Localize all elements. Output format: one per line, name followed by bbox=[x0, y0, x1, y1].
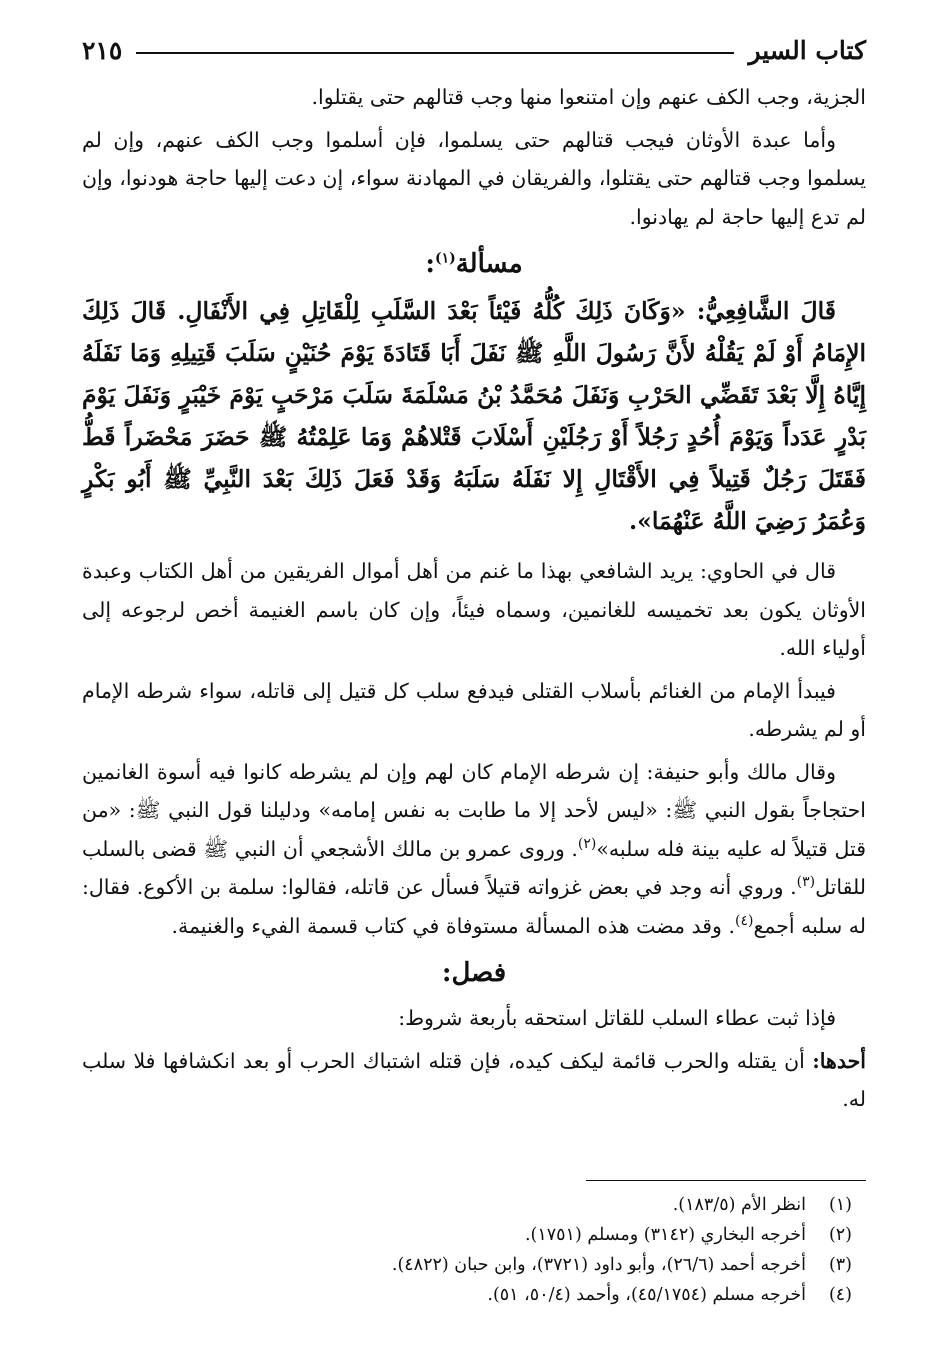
paragraph-malik-part-a: وقال مالك وأبو حنيفة: إن شرطه الإمام كان لهم وإن لم يشرطه كانوا فيه أسوة الغانمين احتجاجاً بقول النبي ﷺ: «ليس لأحد إلا ما طابت به نفس إمامه» ودليلنا قول النبي ﷺ: «من قتل قتيلاً له عليه بينة فله سلبه» bbox=[82, 759, 866, 861]
paragraph-first-condition bbox=[82, 1042, 866, 1119]
paragraph-malik-part-d: . وقد مضت هذه المسألة مستوفاة في كتاب قسمة الفيء والغنيمة. bbox=[171, 913, 735, 938]
section-heading: فصل: bbox=[441, 958, 507, 988]
footnote-rule bbox=[586, 1180, 866, 1181]
issue-heading-colon: : bbox=[425, 249, 435, 279]
footnote-text: أخرجه مسلم (٤٥/١٧٥٤)، وأحمد (٥٠/٤، ٥١). bbox=[487, 1285, 806, 1305]
footnote-number: (٤) bbox=[828, 1285, 852, 1305]
footnote bbox=[82, 1250, 852, 1280]
footnote bbox=[82, 1280, 852, 1310]
paragraph-malik-part-b: . وروى عمرو بن مالك الأشجعي أن النبي ﷺ قضى بالسلب للقاتل bbox=[82, 836, 866, 899]
footnote bbox=[82, 1220, 852, 1250]
page-body bbox=[82, 78, 866, 1123]
footnote-ref-3: (٣) bbox=[796, 874, 816, 891]
footnote-number: (٢) bbox=[828, 1225, 852, 1245]
header-rule bbox=[136, 52, 734, 54]
footnote-number: (١) bbox=[828, 1195, 852, 1215]
footnotes bbox=[82, 1190, 852, 1310]
paragraph-imam-begins: فيبدأ الإمام من الغنائم بأسلاب القتلى فيدفع سلب كل قتيل إلى قاتله، سواء شرطه الإمام أو لم يشرطه. bbox=[82, 678, 866, 741]
issue-heading bbox=[82, 242, 866, 286]
footnote bbox=[82, 1190, 852, 1220]
paragraph-jizya: الجزية، وجب الكف عنهم وإن امتنعوا منها وجب قتالهم حتى يقتلوا. bbox=[311, 85, 866, 109]
paragraph-four-conditions: فإذا ثبت عطاء السلب للقاتل استحقه بأربعة شروط: bbox=[398, 1006, 836, 1030]
issue-heading-text: مسألة bbox=[455, 249, 523, 279]
chapter-title: كتاب السير bbox=[748, 35, 866, 65]
footnote-text: أخرجه أحمد (٢٦/٦)، وأبو داود (٣٧٢١)، وابن حبان (٤٨٢٢). bbox=[391, 1255, 806, 1275]
paragraph-malik-part-c: . وروي أنه وجد في بعض غزواته قتيلاً فسأل عن قاتله، فقالوا: سلمة بن الأكوع. فقال: له سلبه أجمع bbox=[82, 875, 866, 938]
paragraph-malik-abu-hanifa bbox=[82, 753, 866, 946]
first-condition-text: أن يقتله والحرب قائمة ليكف كيده، فإن قتله اشتباك الحرب أو بعد انكشافها فلا سلب له. bbox=[82, 1048, 866, 1111]
footnote-ref-2: (٢) bbox=[577, 835, 597, 852]
shafii-quote: قَالَ الشَّافِعِيُّ: «وَكَانَ ذَلِكَ كُلُّهُ فَيْئاً بَعْدَ السَّلَبِ لِلْقَاتِلِ فِي الأَنْفَالِ. قَالَ ذَلِكَ الإِمَامُ أَوْ لَمْ يَقُلْهُ لأَنَّ رَسُولَ اللَّهِ ﷺ نَفَلَ أَبَا قَتَادَةَ يَوْمَ حُنَيْنٍ سَلَبَ قَتِيلِهِ وَمَا نَفَلَهُ إِيَّاهُ إِلَّا بَعْدَ تَقَضِّي الحَرْبِ وَنَفَلَ مُحَمَّدُ بْنُ مَسْلَمَةَ سَلَبَ مَرْحَبٍ يَوْمَ خَيْبَرٍ وَنَفَلَ يَوْمَ بَدْرٍ عَدَداً وَيَوْمَ أُحُدٍ رَجُلاً أَوْ رَجُلَيْنِ أَسْلَابَ قَتْلاهُمْ وَمَا عَلِمْتُهُ ﷺ حَضَرَ مَحْضَراً قَطُّ فَقَتَلَ رَجُلٌ قَتِيلاً فِي الأَقْتَالِ إِلا نَفَلَهُ سَلَبَهُ وَقَدْ فَعَلَ ذَلِكَ بَعْدَ النَّبِيِّ ﷺ أَبُو بَكْرٍ وَعُمَرُ رَضِيَ اللَّهُ عَنْهُمَا». bbox=[82, 297, 866, 535]
footnote-text: أخرجه البخاري (٣١٤٢) ومسلم (١٧٥١). bbox=[524, 1225, 806, 1245]
footnote-ref-1: (١) bbox=[434, 250, 456, 267]
paragraph-idol-worshippers: وأما عبدة الأوثان فيجب قتالهم حتى يسلموا، فإن أسلموا وجب الكف عنهم، وإن لم يسلموا وجب قتالهم حتى يقتلوا، والفريقان في المهادنة سواء، إن دعت إليها حاجة هودنوا، وإن لم تدع إليها حاجة لم يهادنوا. bbox=[82, 127, 866, 229]
footnote-number: (٣) bbox=[828, 1255, 852, 1275]
footnote-ref-4: (٤) bbox=[734, 912, 754, 929]
paragraph-hawi: قال في الحاوي: يريد الشافعي بهذا ما غنم من أهل أموال الفريقين من أهل الكتاب وعبدة الأوثان يكون بعد تخميسه للغانمين، وسماه فيئاً، وإن كان باسم الغنيمة أخص لرجوعه إلى أولياء الله. bbox=[82, 559, 866, 660]
page-header bbox=[82, 30, 866, 70]
footnote-text: انظر الأم (١٨٣/٥). bbox=[672, 1195, 806, 1215]
first-condition-label: أحدها: bbox=[812, 1048, 866, 1073]
page-number: ٢١٥ bbox=[82, 35, 123, 65]
